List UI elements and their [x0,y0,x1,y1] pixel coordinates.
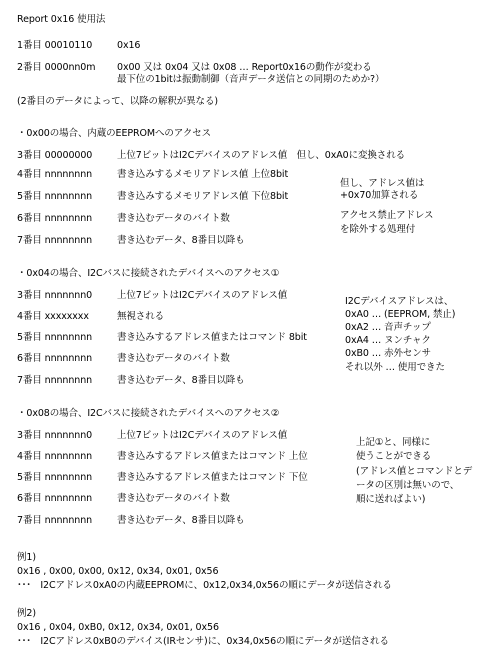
row-label: 6番目 nnnnnnnn [17,493,93,504]
row-desc: 書き込むデータ、8番目以降も [117,235,245,246]
side-note-line: を除外する処理付 [340,224,416,235]
section-heading-0x04: ・0x04の場合、I2Cバスに接続されたデバイスへのアクセス① [17,268,280,279]
section-heading-0x08: ・0x08の場合、I2Cバスに接続されたデバイスへのアクセス② [17,408,280,419]
byte1-value: 0x16 [117,40,141,51]
side-note-line: アクセス禁止アドレス [340,210,434,221]
example-label: 例1) [17,552,36,563]
row-label: 3番目 nnnnnnn0 [17,290,93,301]
row-desc: 書き込みするアドレス値またはコマンド 上位 [117,451,308,462]
row-label: 4番目 nnnnnnnn [17,169,93,180]
row-desc: 上位7ビットはI2Cデバイスのアドレス値 [117,430,288,441]
row-desc: 上位7ビットはI2Cデバイスのアドレス値 [117,290,288,301]
side-note-line: 0xB0 … 赤外センサ [345,348,432,359]
row-desc: 書き込むデータのバイト数 [117,493,230,504]
interpretation-note: (2番目のデータによって、以降の解釈が異なる) [17,96,218,107]
side-note-line: 但し、アドレス値は [340,178,425,189]
side-note-line: 0xA2 … 音声チップ [345,322,431,333]
row-label: 5番目 nnnnnnnn [17,472,93,483]
byte1-label: 1番目 00010110 [17,40,93,51]
row-desc: 無視される [117,311,165,322]
row-desc: 書き込むデータのバイト数 [117,353,230,364]
side-note-line: 0xA0 … (EEPROM, 禁止) [345,309,456,320]
side-note-line: I2Cデバイスアドレスは、 [345,296,454,307]
row-desc: 書き込むデータのバイト数 [117,213,230,224]
row-label: 6番目 nnnnnnnn [17,213,93,224]
side-note-line: ータの区別は無いので、 [356,480,460,491]
row-label: 7番目 nnnnnnnn [17,235,93,246]
side-note-line: (アドレス値とコマンドとデ [356,466,473,477]
side-note-line: それ以外 … 使用できた [345,362,445,373]
row-label: 7番目 nnnnnnnn [17,375,93,386]
row-label: 6番目 nnnnnnnn [17,353,93,364]
side-note-line: 上記①と、同様に [356,437,431,448]
row-label: 4番目 nnnnnnnn [17,451,93,462]
row-desc: 書き込むデータ、8番目以降も [117,375,245,386]
row-desc: 書き込みするアドレス値またはコマンド 下位 [117,472,308,483]
row-label: 4番目 xxxxxxxx [17,311,89,322]
row-label: 5番目 nnnnnnnn [17,332,93,343]
byte2-desc-line2: 最下位の1bitは振動制御（音声データ送信との同期のためか?） [117,74,385,85]
row-desc: 書き込みするアドレス値またはコマンド 8bit [117,332,307,343]
row-label: 3番目 00000000 [17,150,93,161]
side-note-line: +0x70加算される [340,190,419,201]
example-bytes: 0x16 , 0x00, 0x00, 0x12, 0x34, 0x01, 0x56 [17,566,219,577]
row-label: 3番目 nnnnnnn0 [17,430,93,441]
side-note-line: 0xA4 … ヌンチャク [345,335,431,346]
example-label: 例2) [17,608,36,619]
row-label: 5番目 nnnnnnnn [17,191,93,202]
row-desc: 書き込みするメモリアドレス値 下位8bit [117,191,289,202]
byte2-desc-line1: 0x00 又は 0x04 又は 0x08 … Report0x16の動作が変わる [117,62,372,73]
side-note-line: 順に送ればよい) [356,494,426,505]
section-heading-0x00: ・0x00の場合、内蔵のEEPROMへのアクセス [17,128,212,139]
row-desc: 書き込むデータ、8番目以降も [117,515,245,526]
row-desc: 上位7ビットはI2Cデバイスのアドレス値 但し、0xA0に変換される [117,150,406,161]
row-label: 7番目 nnnnnnnn [17,515,93,526]
byte2-label: 2番目 0000nn0m [17,62,96,73]
example-desc: ･･･ I2Cアドレス0xB0のデバイス(IRセンサ)に、0x34,0x56の順にデータが送信される [17,636,389,647]
page-title: Report 0x16 使用法 [17,14,106,25]
example-bytes: 0x16 , 0x04, 0xB0, 0x12, 0x34, 0x01, 0x56 [17,622,219,633]
row-desc: 書き込みするメモリアドレス値 上位8bit [117,169,289,180]
example-desc: ･･･ I2Cアドレス0xA0の内蔵EEPROMに、0x12,0x34,0x56の順にデータが送信される [17,580,392,591]
side-note-line: 使うことができる [356,451,432,462]
